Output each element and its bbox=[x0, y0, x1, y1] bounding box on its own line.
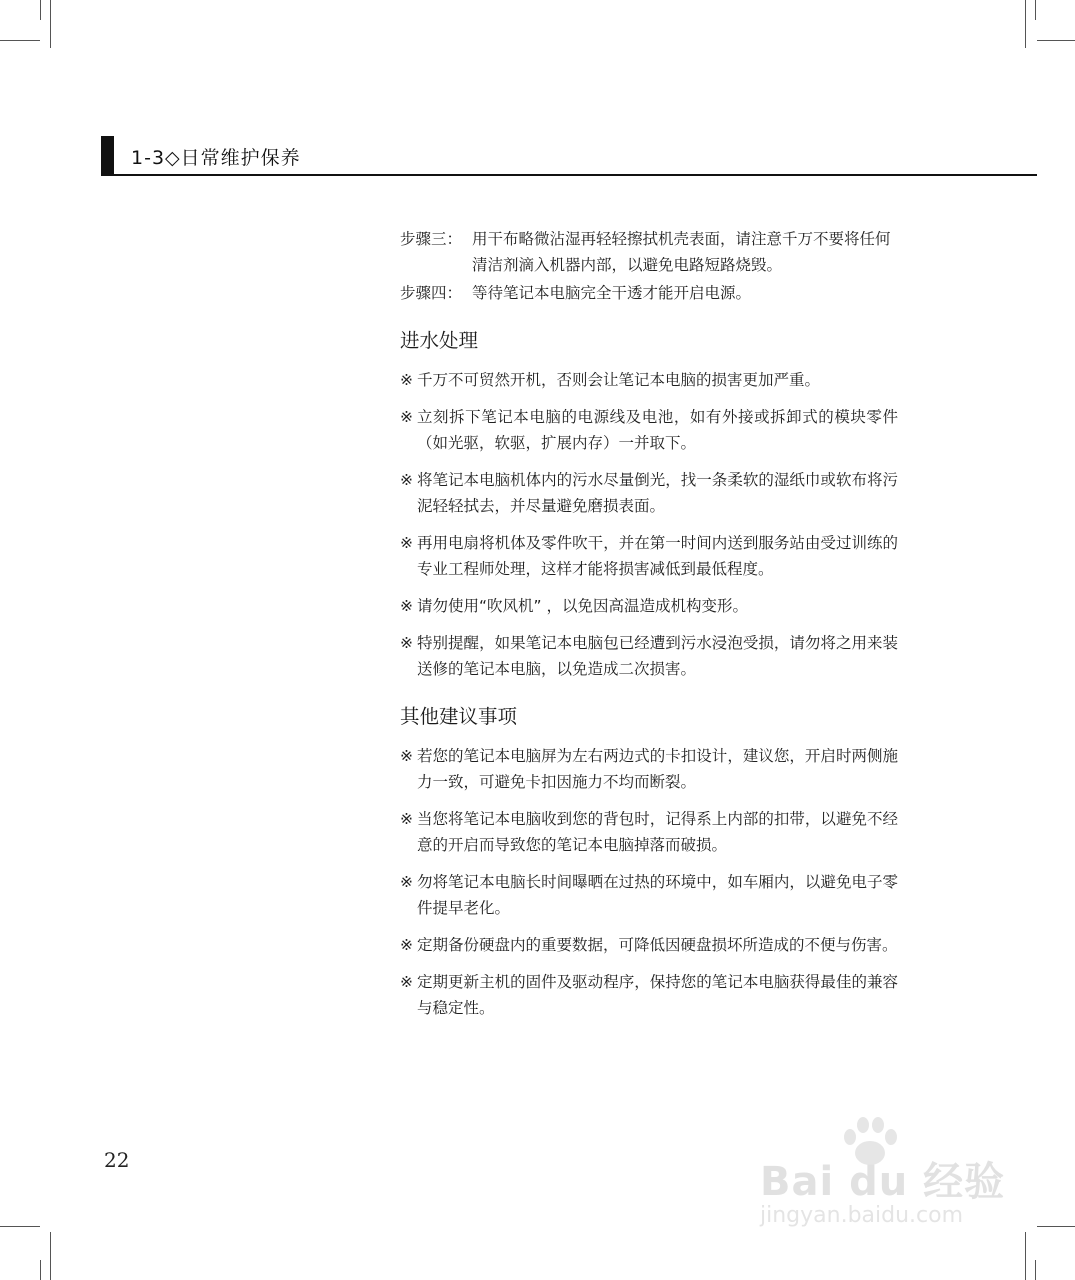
page-number: 22 bbox=[104, 1148, 130, 1172]
list-item-text: 再用电扇将机体及零件吹干，并在第一时间内送到服务站由受过训练的专业工程师处理，这样才能将损害减低到最低程度。 bbox=[417, 534, 898, 578]
list-item-text: 定期备份硬盘内的重要数据，可降低因硬盘损坏所造成的不便与伤害。 bbox=[417, 936, 898, 954]
crop-mark bbox=[1025, 0, 1026, 48]
crop-mark bbox=[1035, 1260, 1036, 1280]
crop-mark bbox=[1025, 1232, 1026, 1280]
reference-mark: ※ bbox=[400, 534, 413, 552]
step-text: 等待笔记本电脑完全干透才能开启电源。 bbox=[472, 284, 752, 302]
list-item bbox=[400, 630, 898, 682]
list-item bbox=[400, 869, 898, 921]
main-content bbox=[400, 226, 898, 1032]
crop-mark bbox=[0, 1226, 40, 1227]
list-item-text: 特别提醒，如果笔记本电脑包已经遭到污水浸泡受损，请勿将之用来装送修的笔记本电脑，以免造成二次损害。 bbox=[417, 634, 898, 678]
reference-mark: ※ bbox=[400, 471, 413, 489]
list-item-text: 当您将笔记本电脑收到您的背包时，记得系上内部的扣带，以避免不经意的开启而导致您的笔记本电脑掉落而破损。 bbox=[417, 810, 898, 854]
list-item bbox=[400, 743, 898, 795]
list-item bbox=[400, 367, 898, 393]
list-item-text: 勿将笔记本电脑长时间曝晒在过热的环境中，如车厢内，以避免电子零件提早老化。 bbox=[417, 873, 898, 917]
crop-mark bbox=[1037, 1226, 1075, 1227]
list-item bbox=[400, 932, 898, 958]
reference-mark: ※ bbox=[400, 973, 413, 991]
step-label: 步骤三： bbox=[400, 230, 463, 248]
reference-mark: ※ bbox=[400, 936, 413, 954]
section-title-water: 进水处理 bbox=[400, 329, 479, 352]
watermark-brand: Bai du 经验 bbox=[760, 1159, 1006, 1205]
list-item bbox=[400, 404, 898, 456]
step-text: 用干布略微沾湿再轻轻擦拭机壳表面，请注意千万不要将任何清洁剂滴入机器内部，以避免电路短路烧毁。 bbox=[472, 230, 891, 274]
list-item-text: 千万不可贸然开机，否则会让笔记本电脑的损害更加严重。 bbox=[417, 371, 821, 389]
watermark bbox=[760, 1115, 1020, 1245]
crop-mark bbox=[40, 1260, 41, 1280]
header-divider bbox=[101, 174, 1037, 176]
page-title: 1-3◇日常维护保养 bbox=[131, 147, 301, 169]
crop-mark bbox=[50, 1232, 51, 1280]
section-title-other: 其他建议事项 bbox=[400, 705, 518, 728]
reference-mark: ※ bbox=[400, 371, 413, 389]
list-item bbox=[400, 593, 898, 619]
list-item bbox=[400, 467, 898, 519]
reference-mark: ※ bbox=[400, 810, 413, 828]
list-item-text: 请勿使用“吹风机” ，以免因高温造成机构变形。 bbox=[417, 597, 748, 615]
reference-mark: ※ bbox=[400, 634, 413, 652]
list-item-text: 若您的笔记本电脑屏为左右两边式的卡扣设计，建议您，开启时两侧施力一致，可避免卡扣因施力不均而断裂。 bbox=[417, 747, 898, 791]
list-item-text: 定期更新主机的固件及驱动程序，保持您的笔记本电脑获得最佳的兼容与稳定性。 bbox=[417, 973, 898, 1017]
crop-mark bbox=[0, 40, 40, 41]
reference-mark: ※ bbox=[400, 408, 413, 426]
crop-mark bbox=[1037, 40, 1075, 41]
crop-mark bbox=[50, 0, 51, 48]
crop-mark bbox=[1035, 0, 1036, 20]
step-item bbox=[400, 226, 898, 278]
header-accent-bar bbox=[101, 136, 114, 176]
list-item bbox=[400, 806, 898, 858]
list-item bbox=[400, 530, 898, 582]
watermark-url: jingyan.baidu.com bbox=[760, 1203, 964, 1228]
reference-mark: ※ bbox=[400, 747, 413, 765]
reference-mark: ※ bbox=[400, 873, 413, 891]
reference-mark: ※ bbox=[400, 597, 413, 615]
crop-mark bbox=[40, 0, 41, 20]
list-item-text: 将笔记本电脑机体内的污水尽量倒光，找一条柔软的湿纸巾或软布将污泥轻轻拭去，并尽量避免磨损表面。 bbox=[417, 471, 898, 515]
list-item bbox=[400, 969, 898, 1021]
list-item-text: 立刻拆下笔记本电脑的电源线及电池，如有外接或拆卸式的模块零件（如光驱，软驱，扩展内存）一并取下。 bbox=[417, 408, 898, 452]
step-label: 步骤四： bbox=[400, 284, 463, 302]
step-item bbox=[400, 280, 898, 306]
